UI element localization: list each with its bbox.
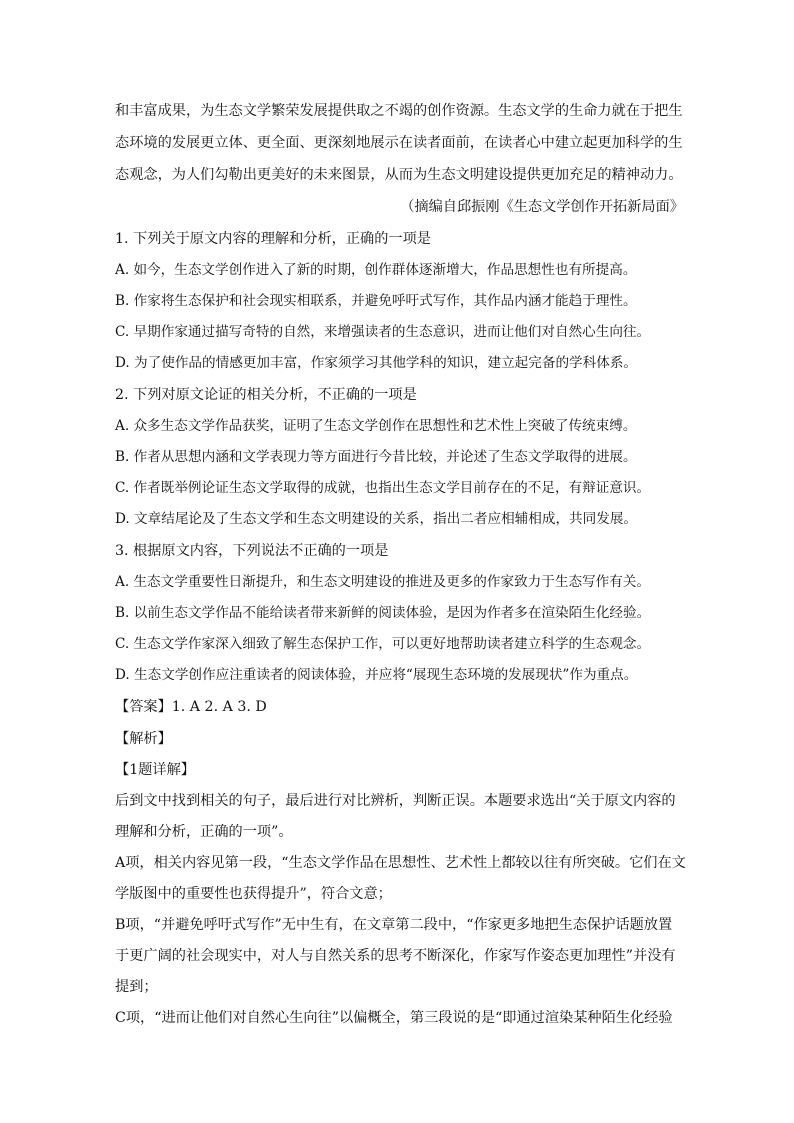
question-option: D. 生态文学创作应注重读者的阅读体验，并应将“展现生态环境的发展现状”作为重点。 (115, 667, 638, 683)
explanation-line: C项，“进而让他们对自然心生向往”以偏概全，第三段说的是“即通过渲染某种陌生化经验 (115, 1010, 673, 1026)
question-option: B. 作家将生态保护和社会现实相联系，并避免呼吁式写作，其作品内涵才能趋于理性。 (115, 293, 637, 309)
explanation-line: 后到文中找到相关的句子，最后进行对比辨析，判断正误。本题要求选出“关于原文内容的 (115, 793, 676, 809)
explanation-line: 提到； (115, 979, 158, 995)
question-option: B. 以前生态文学作品不能给读者带来新鲜的阅读体验，是因为作者多在渲染陌生化经验。 (115, 605, 651, 621)
question-option: A. 众多生态文学作品获奖，证明了生态文学创作在思想性和艺术性上突破了传统束缚。 (115, 418, 637, 434)
source-citation: （摘编自邱振刚《生态文学创作开拓新局面》 (400, 199, 684, 215)
detail-heading: 【1题详解】 (115, 762, 195, 778)
question-option: B. 作者从思想内涵和文学表现力等方面进行今昔比较，并论述了生态文学取得的进展。 (115, 449, 637, 465)
passage-line: 态环境的发展更立体、更全面、更深刻地展示在读者面前，在读者心中建立起更加科学的生 (115, 135, 683, 151)
question-stem: 1. 下列关于原文内容的理解和分析，正确的一项是 (115, 231, 431, 247)
explanation-line: 学版图中的重要性也获得提升”，符合文意； (115, 886, 392, 902)
passage-line: 和丰富成果，为生态文学繁荣发展提供取之不竭的创作资源。生态文学的生命力就在于把生 (115, 103, 683, 119)
question-option: D. 文章结尾论及了生态文学和生态文明建设的关系，指出二者应相辅相成，共同发展。 (115, 511, 638, 527)
analysis-heading: 【解析】 (115, 731, 172, 747)
question-option: D. 为了使作品的情感更加丰富，作家须学习其他学科的知识，建立起完备的学科体系。 (115, 355, 638, 371)
question-stem: 2. 下列对原文论证的相关分析，不正确的一项是 (115, 387, 417, 403)
explanation-line: 于更广阔的社会现实中，对人与自然关系的思考不断深化，作家写作姿态更加理性”并没有 (115, 948, 676, 964)
question-option: C. 作者既举例论证生态文学取得的成就，也指出生态文学目前存在的不足，有辩证意识。 (115, 480, 651, 496)
explanation-line: 理解和分析，正确的一项”。 (115, 824, 293, 840)
question-option: C. 生态文学作家深入细致了解生态保护工作，可以更好地帮助读者建立科学的生态观念。 (115, 636, 651, 652)
question-option: A. 生态文学重要性日渐提升，和生态文明建设的推进及更多的作家致力于生态写作有关。 (115, 574, 651, 590)
explanation-line: B项，“并避免呼吁式写作”无中生有，在文章第二段中，“作家更多地把生态保护话题放置 (115, 917, 673, 933)
explanation-line: A项，相关内容见第一段，“生态文学作品在思想性、艺术性上都较以往有所突破。它们在文 (115, 855, 686, 871)
answer-line: 【答案】1. A 2. A 3. D (115, 699, 267, 715)
question-option: C. 早期作家通过描写奇特的自然，来增强读者的生态意识，进而让他们对自然心生向往。 (115, 324, 651, 340)
passage-line: 态观念，为人们勾勒出更美好的未来图景，从而为生态文明建设提供更加充足的精神动力。 (115, 167, 683, 183)
question-stem: 3. 根据原文内容，下列说法不正确的一项是 (115, 543, 389, 559)
question-option: A. 如今，生态文学创作进入了新的时期，创作群体逐渐增大，作品思想性也有所提高。 (115, 262, 637, 278)
